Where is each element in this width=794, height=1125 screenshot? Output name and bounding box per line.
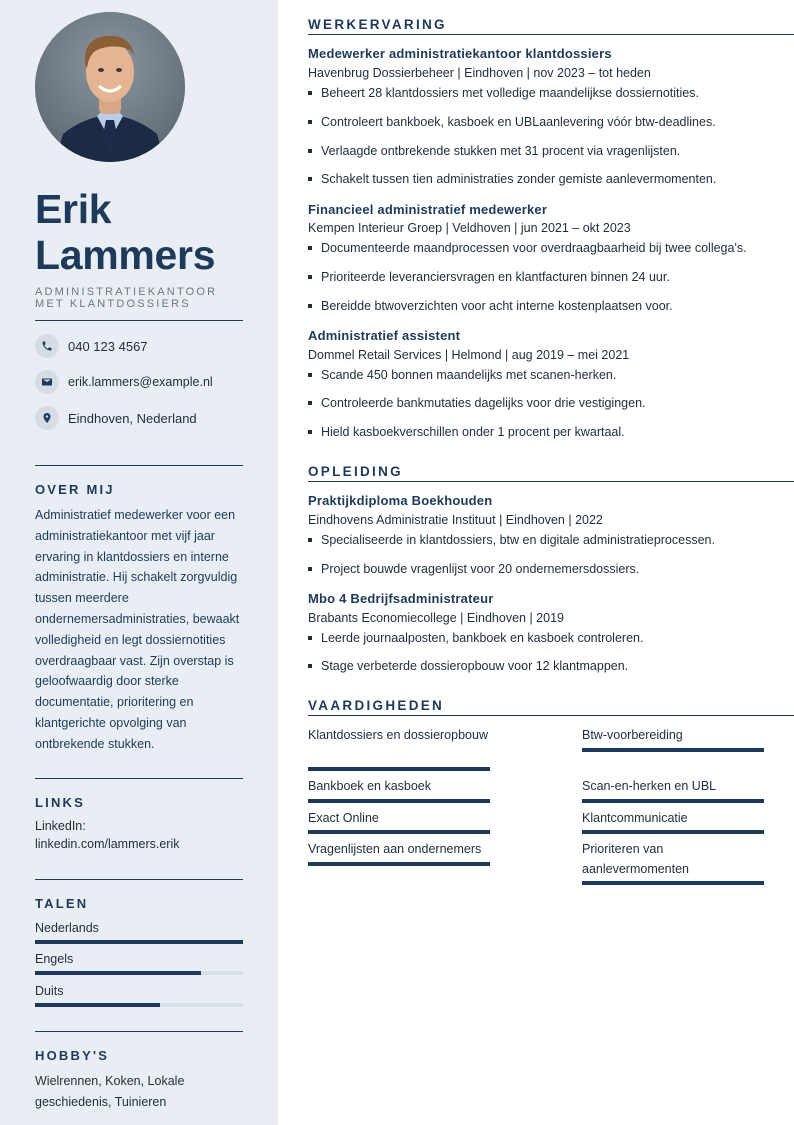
divider: [35, 879, 243, 880]
skill-bar: [308, 767, 490, 771]
skill-bar: [582, 881, 764, 885]
mail-icon: [35, 370, 59, 394]
skills-heading: VAARDIGHEDEN: [308, 698, 445, 713]
job-bullet: [308, 368, 616, 382]
bullet-text: Prioriteerde leveranciersvragen en klantfacturen binnen 24 uur.: [321, 270, 670, 284]
language-level-fill: [35, 940, 243, 944]
language-level-fill: [35, 971, 201, 975]
linkedin-label: LinkedIn:: [35, 819, 86, 833]
skill-bar: [308, 799, 490, 803]
divider: [35, 778, 243, 779]
skill-label: Bankboek en kasboek: [308, 779, 432, 793]
education-title: Praktijkdiploma Boekhouden: [308, 493, 493, 508]
bullet-icon: [308, 430, 312, 434]
bullet-icon: [308, 664, 312, 668]
bullet-icon: [308, 246, 312, 250]
section-rule: [308, 715, 794, 716]
language-level-fill: [35, 1003, 160, 1007]
skill-label: Klantcommunicatie: [582, 811, 688, 825]
languages-heading: TALEN: [35, 896, 89, 911]
skill-bar: [582, 830, 764, 834]
linkedin-link[interactable]: linkedin.com/lammers.erik: [35, 837, 180, 851]
divider: [35, 465, 243, 466]
education-meta: Eindhovens Administratie Instituut | Eindhoven | 2022: [308, 513, 603, 527]
education-meta: Brabants Economiecollege | Eindhoven | 2019: [308, 611, 564, 625]
bullet-icon: [308, 373, 312, 377]
bullet-icon: [308, 636, 312, 640]
job-bullet: [308, 299, 673, 313]
bullet-text: Project bouwde vragenlijst voor 20 ondernemersdossiers.: [321, 562, 640, 576]
education-title: Mbo 4 Bedrijfsadministrateur: [308, 591, 494, 606]
bullet-text: Bereidde btwoverzichten voor acht interne kostenplaatsen voor.: [321, 299, 673, 313]
job-title: Medewerker administratiekantoor klantdossiers: [308, 46, 612, 61]
education-bullet: [308, 631, 643, 645]
skill-bar: [582, 799, 764, 803]
education-heading: OPLEIDING: [308, 464, 403, 479]
profile-name: [35, 186, 215, 278]
job-bullet: [308, 396, 646, 410]
section-rule: [308, 481, 794, 482]
bullet-text: Controleerde bankmutaties dagelijks voor drie vestigingen.: [321, 396, 646, 410]
job-title: Financieel administratief medewerker: [308, 202, 548, 217]
bullet-text: Documenteerde maandprocessen voor overdraagbaarheid bij twee collega's.: [321, 241, 747, 255]
skill-label: Scan-en-herken en UBL: [582, 779, 717, 793]
links-heading: LINKS: [35, 795, 85, 810]
bullet-icon: [308, 275, 312, 279]
skill-label: Btw-voorbereiding: [582, 728, 683, 742]
language-level-bar: [35, 940, 243, 944]
skill-label: Klantdossiers en dossieropbouw: [308, 728, 488, 742]
divider: [35, 320, 243, 321]
skill-bar: [308, 862, 490, 866]
about-heading: OVER MIJ: [35, 482, 115, 497]
sidebar: [0, 0, 278, 1125]
bullet-icon: [308, 567, 312, 571]
bullet-icon: [308, 538, 312, 542]
education-bullet: [308, 659, 628, 673]
bullet-text: Beheert 28 klantdossiers met volledige maandelijkse dossiernotities.: [321, 86, 699, 100]
bullet-text: Leerde journaalposten, bankboek en kasboek controleren.: [321, 631, 644, 645]
bullet-icon: [308, 120, 312, 124]
job-meta: Dommel Retail Services | Helmond | aug 2019 – mei 2021: [308, 348, 630, 362]
hobbies-heading: HOBBY'S: [35, 1048, 110, 1063]
skill-label: Vragenlijsten aan ondernemers: [308, 842, 482, 856]
language-name: Nederlands: [35, 921, 99, 935]
education-bullet: [308, 562, 639, 576]
job-bullet: [308, 144, 680, 158]
bullet-text: Hield kasboekverschillen onder 1 procent per kwartaal.: [321, 425, 625, 439]
bullet-text: Specialiseerde in klantdossiers, btw en digitale administratieprocessen.: [321, 533, 715, 547]
language-name: Duits: [35, 984, 64, 998]
profile-subtitle: [35, 286, 275, 310]
bullet-text: Schakelt tussen tien administraties zonder gemiste aanlevermomenten.: [321, 172, 717, 186]
job-bullet: [308, 115, 716, 129]
bullet-icon: [308, 91, 312, 95]
job-bullet: [308, 425, 625, 439]
bullet-text: Scande 450 bonnen maandelijks met scanen-herken.: [321, 368, 617, 382]
bullet-icon: [308, 304, 312, 308]
subtitle-line-1: ADMINISTRATIEKANTOOR: [35, 286, 218, 298]
job-bullet: [308, 241, 747, 255]
phone-text: 040 123 4567: [68, 338, 148, 354]
phone-icon: [35, 334, 59, 358]
bullet-text: Stage verbeterde dossieropbouw voor 12 klantmappen.: [321, 659, 629, 673]
skill-bar: [308, 830, 490, 834]
skill-label: Exact Online: [308, 811, 379, 825]
skill-label: Prioriteren van aanlevermomenten: [582, 842, 690, 876]
job-bullet: [308, 86, 699, 100]
job-bullet: [308, 172, 716, 186]
experience-heading: WERKERVARING: [308, 17, 447, 32]
about-text: Administratief medewerker voor een administratiekantoor met vijf jaar ervaring in klantdossiers en interne administratie. Hij schakelt zorgvuldig tussen meerdere ondernemersadministraties, bewaakt volledigheid en legt dossiernotities overdraagbaar vast. Zijn overstap is geloofwaardig door sterke documentatie, prioritering en klantgerichte opvolging van ontbrekende stukken.: [35, 508, 240, 751]
bullet-icon: [308, 149, 312, 153]
bullet-text: Verlaagde ontbrekende stukken met 31 procent via vragenlijsten.: [321, 144, 681, 158]
job-meta: Kempen Interieur Groep | Veldhoven | jun 2021 – okt 2023: [308, 221, 631, 235]
location-text: Eindhoven, Nederland: [68, 410, 197, 426]
bullet-text: Controleert bankboek, kasboek en UBLaanlevering vóór btw-deadlines.: [321, 115, 716, 129]
location-pin-icon: [35, 406, 59, 430]
section-rule: [308, 34, 794, 35]
contact-phone: [35, 334, 265, 358]
last-name: Lammers: [35, 232, 216, 278]
language-level-bar: [35, 971, 243, 975]
profile-photo: [35, 12, 185, 162]
email-text: erik.lammers@example.nl: [68, 375, 213, 389]
subtitle-line-2: MET KLANTDOSSIERS: [35, 298, 191, 310]
hobbies-text: Wielrennen, Koken, Lokale geschiedenis, Tuinieren: [35, 1074, 185, 1109]
links-block: [35, 817, 179, 853]
contact-location: [35, 406, 265, 430]
divider: [35, 1031, 243, 1032]
language-level-bar: [35, 1003, 243, 1007]
education-bullet: [308, 533, 715, 547]
job-bullet: [308, 270, 670, 284]
skill-bar: [582, 748, 764, 752]
first-name: Erik: [35, 186, 112, 232]
job-meta: Havenbrug Dossierbeheer | Eindhoven | nov 2023 – tot heden: [308, 66, 651, 80]
bullet-icon: [308, 177, 312, 181]
job-title: Administratief assistent: [308, 328, 461, 343]
language-name: Engels: [35, 952, 74, 966]
contact-email: [35, 370, 265, 394]
bullet-icon: [308, 401, 312, 405]
profile-photo-image: [35, 12, 185, 162]
